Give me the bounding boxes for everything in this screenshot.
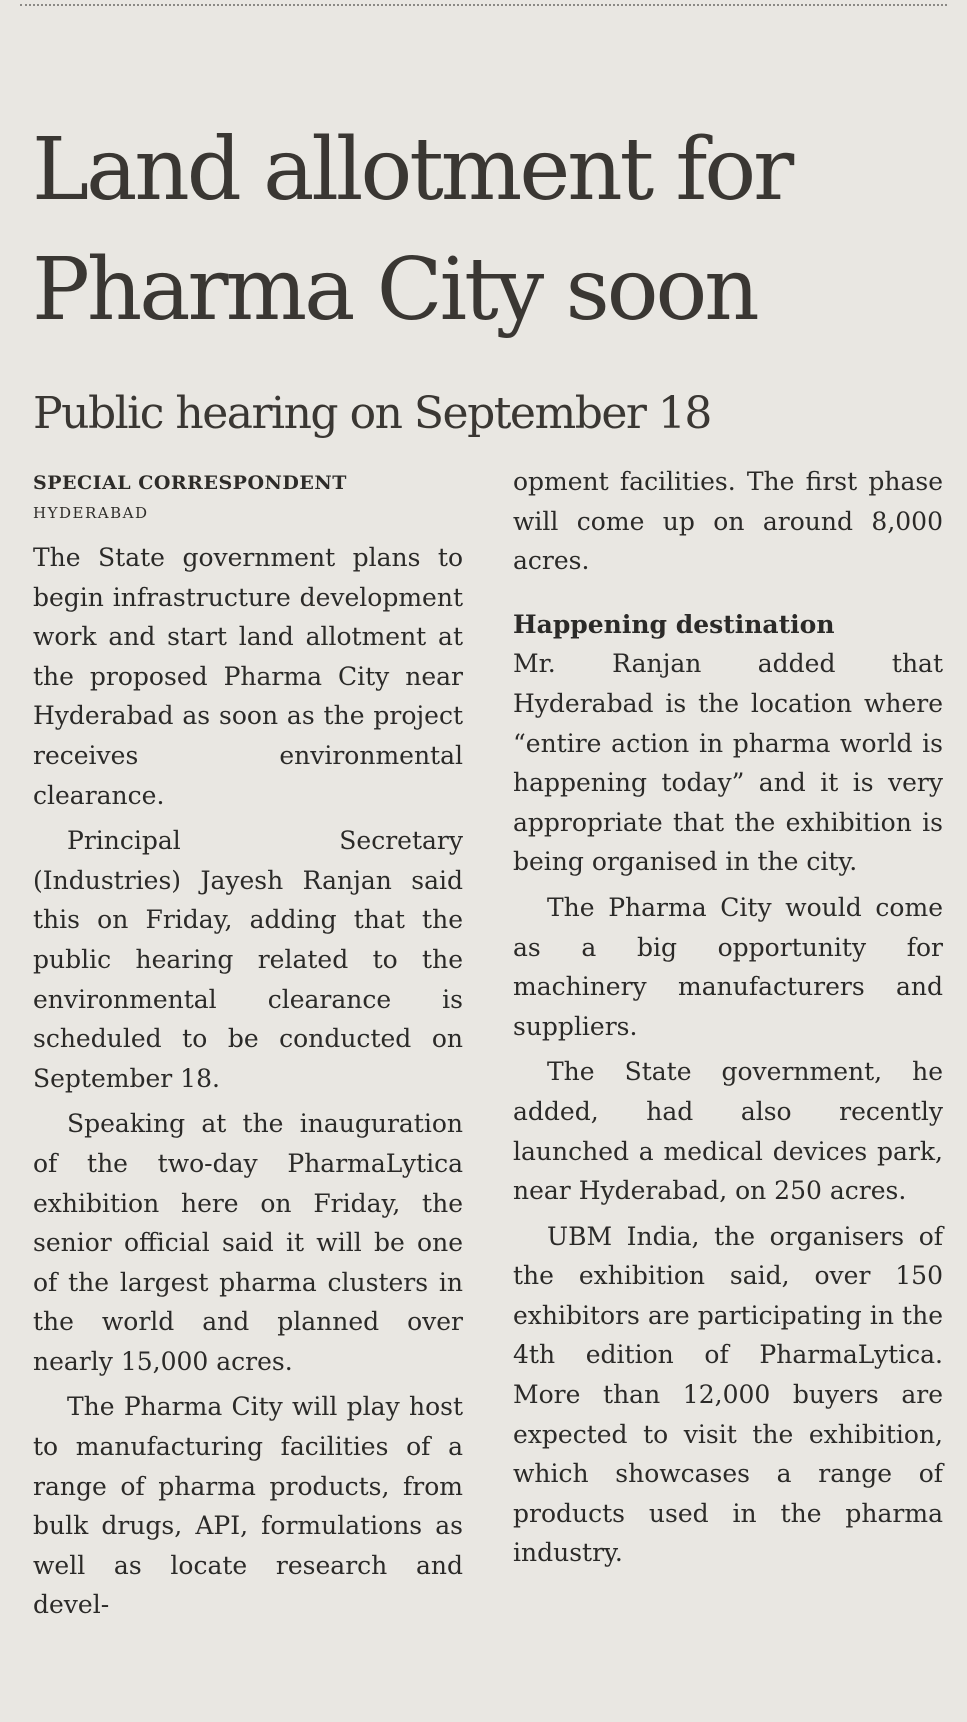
byline: SPECIAL CORRESPONDENT xyxy=(33,472,347,494)
paragraph: The State government plans to begin infrastructure development work and start land allotment at the proposed Pharma City near Hyderabad as soon as the project receives environmental clearance. xyxy=(33,543,463,810)
dateline: HYDERABAD xyxy=(33,504,149,522)
paragraph: Mr. Ranjan added that Hyderabad is the location where “entire action in pharma world is happening today” and it is very appropriate that the exhibition is being organised in the city. xyxy=(513,649,943,877)
paragraph: UBM India, the organisers of the exhibition said, over 150 exhibitors are participating in the 4th edition of PharmaLytica. More than 12,000 buyers are expected to visit the exhibition, which showcases a range of products used in the pharma industry. xyxy=(513,1221,943,1568)
paragraph: Speaking at the inauguration of the two-day PharmaLytica exhibition here on Friday, the senior official said it will be one of the largest pharma clusters in the world and planned over nearly 15,000 acres. xyxy=(33,1109,463,1376)
paragraph-continuation: opment facilities. The first phase will come up on around 8,000 acres. xyxy=(513,467,943,576)
right-column xyxy=(513,462,943,1573)
subheadline: Public hearing on September 18 xyxy=(33,388,711,439)
crosshead: Happening destination xyxy=(513,609,835,639)
left-column xyxy=(33,538,463,1625)
cut-line xyxy=(20,4,947,6)
paragraph: Principal Secretary (Industries) Jayesh Ranjan said this on Friday, adding that the public hearing related to the environmental clearance is scheduled to be conducted on September 18. xyxy=(33,826,463,1093)
headline xyxy=(32,110,932,350)
paragraph: The State government, he added, had also recently launched a medical devices park, near Hyderabad, on 250 acres. xyxy=(513,1057,943,1206)
headline-line-1: Land allotment for xyxy=(32,120,792,220)
paragraph: The Pharma City would come as a big opportunity for machinery manufacturers and suppliers. xyxy=(513,892,943,1041)
headline-line-2: Pharma City soon xyxy=(32,240,757,340)
paragraph: The Pharma City will play host to manufacturing facilities of a range of pharma products, from bulk drugs, API, formulations as well as locate research and devel- xyxy=(33,1392,463,1620)
